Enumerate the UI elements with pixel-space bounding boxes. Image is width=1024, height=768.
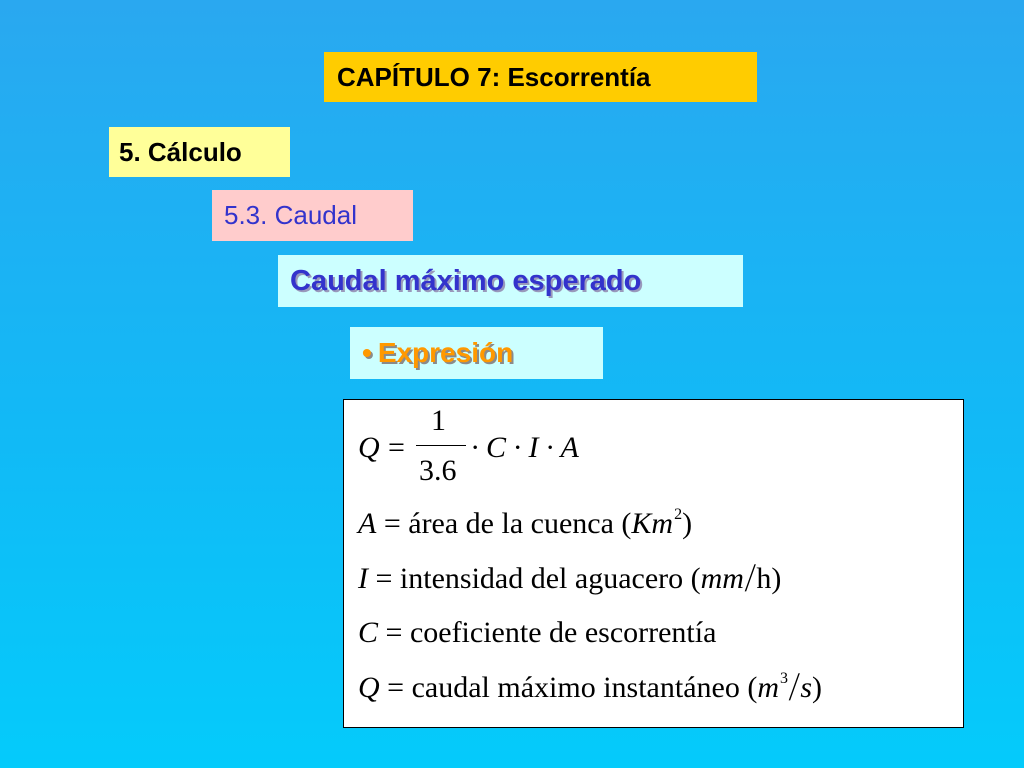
definition-flow-unit-den: s [800, 671, 813, 704]
definition-flow-exponent: 3 [779, 670, 788, 687]
definition-area-text: área de la cuenca ( [408, 507, 632, 540]
definition-flow-unit: m [757, 671, 779, 704]
definition-intensity-unit-num: mm [700, 562, 744, 595]
definition-intensity-slash: / [743, 556, 757, 601]
definition-coefficient-symbol: C [358, 616, 379, 649]
definition-intensity-symbol: I [358, 562, 368, 595]
definition-area-unit: Km [631, 507, 674, 540]
definition-area-equals: = [383, 507, 401, 540]
definition-flow-equals: = [387, 671, 405, 704]
bullet-item [350, 327, 603, 379]
definition-intensity-unit-den: h [756, 562, 772, 595]
definition-flow-text: caudal máximo instantáneo ( [411, 671, 758, 704]
definition-area [358, 506, 693, 540]
formula-box [343, 399, 964, 728]
chapter-title-text: CAPÍTULO 7: Escorrentía [337, 61, 651, 92]
bullet-icon: • [362, 337, 372, 368]
subsection-heading [212, 190, 413, 241]
definition-intensity-text: intensidad del aguacero ( [399, 562, 701, 595]
fraction-bar [416, 445, 466, 446]
formula-rhs: · C · I · A [471, 431, 579, 464]
definition-intensity-close: ) [771, 562, 782, 595]
chapter-title [324, 52, 757, 102]
definition-intensity [358, 556, 782, 601]
definition-area-exponent: 2 [674, 506, 683, 523]
definition-coefficient-text: coeficiente de escorrentía [409, 616, 717, 649]
topic-heading [278, 255, 743, 307]
bullet-label: Expresión [377, 337, 514, 368]
definition-flow-close: ) [812, 671, 823, 704]
definition-intensity-equals: = [375, 562, 393, 595]
formula-lhs: Q [358, 431, 380, 464]
formula-denominator: 3.6 [419, 454, 457, 487]
definition-area-symbol: A [358, 507, 377, 540]
section-heading-text: 5. Cálculo [119, 136, 242, 167]
definition-flow-slash: / [787, 665, 801, 710]
section-heading [109, 127, 290, 177]
topic-heading-text: Caudal máximo esperado [290, 264, 642, 297]
definition-coefficient [358, 618, 716, 648]
definition-flow [358, 665, 823, 710]
definition-area-close: ) [682, 507, 693, 540]
formula-numerator: 1 [431, 404, 446, 437]
subsection-heading-text: 5.3. Caudal [224, 200, 357, 230]
formula-equals: = [388, 431, 405, 464]
definition-flow-symbol: Q [358, 671, 380, 704]
definition-coefficient-equals: = [385, 616, 403, 649]
